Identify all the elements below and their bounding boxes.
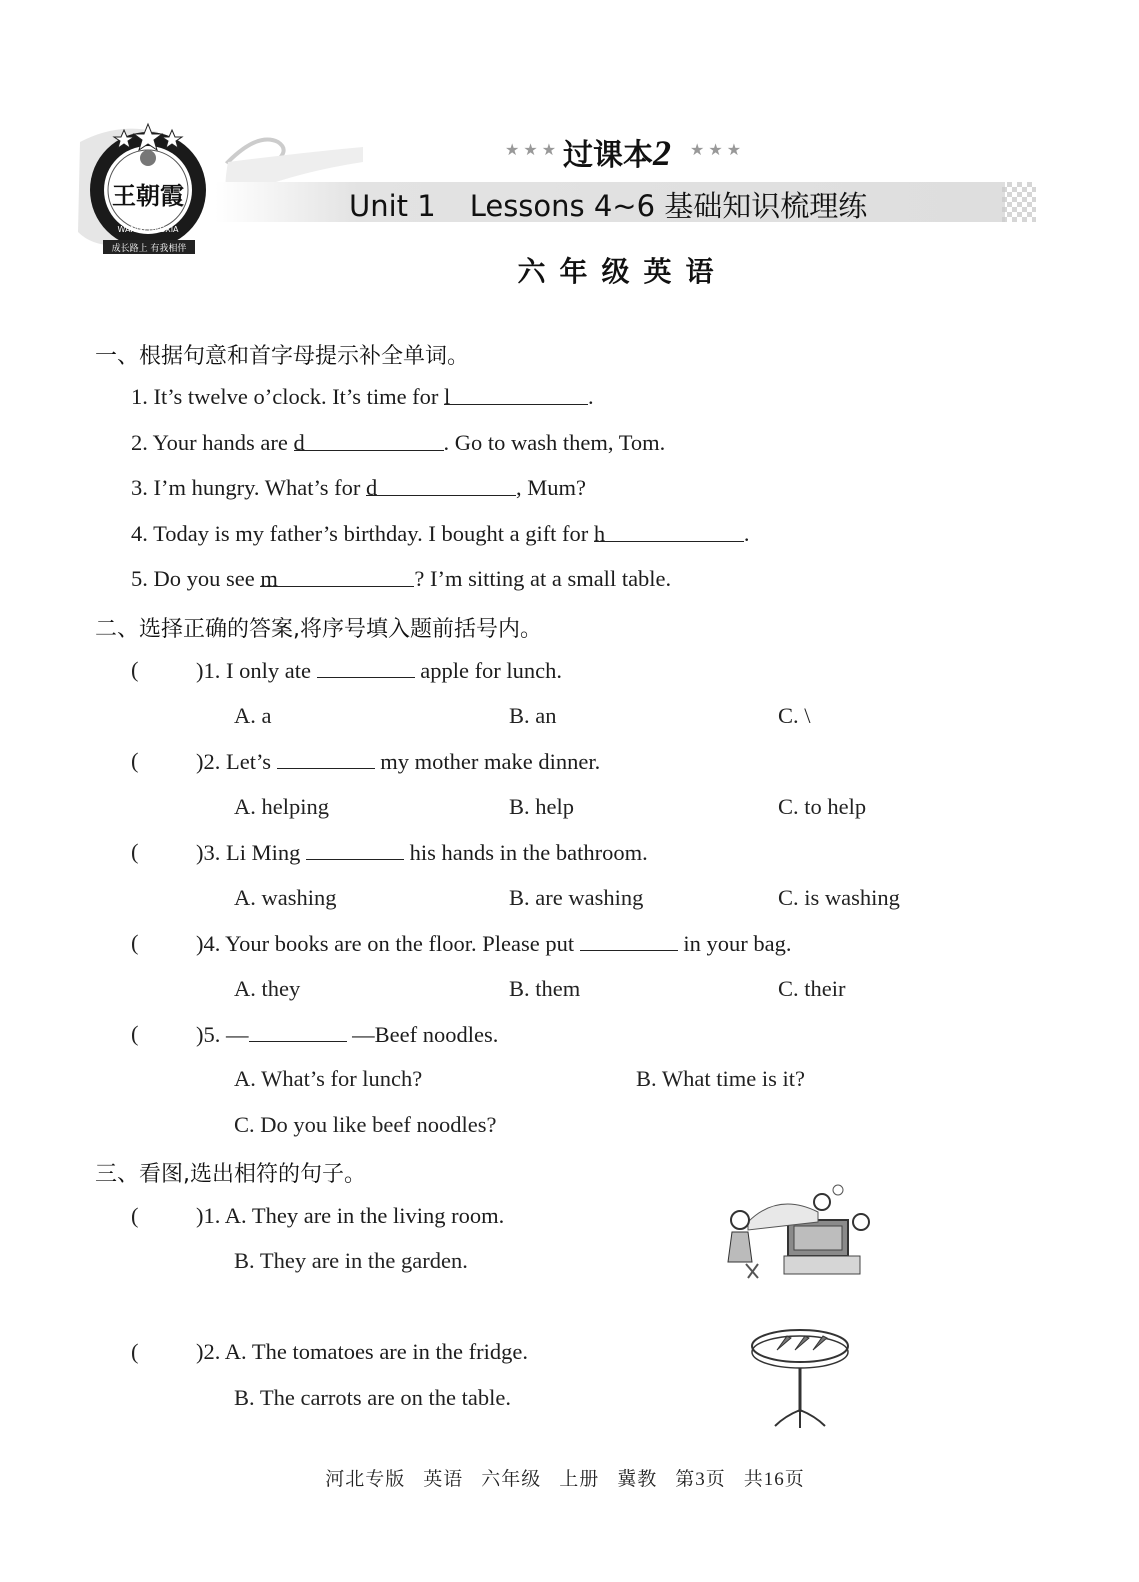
answer-blank[interactable]: l xyxy=(444,384,588,405)
banner-pattern xyxy=(1002,182,1036,222)
s1-item-4: 4. Today is my father’s birthday. I bought a gift for h . xyxy=(131,521,750,546)
answer-paren-open[interactable]: ( xyxy=(131,1021,139,1046)
s3-q2-option-b: B. The carrots are on the table. xyxy=(234,1385,511,1410)
series-title xyxy=(563,130,671,174)
s2-question-2: )2. Let’s my mother make dinner. xyxy=(196,749,601,774)
section1-title: 一、根据句意和首字母提示补全单词。 xyxy=(95,344,470,369)
page-footer: 河北专版 英语 六年级 上册 冀教 第3页 共16页 xyxy=(325,1469,805,1490)
s1-item-1: 1. It’s twelve o’clock. It’s time for l . xyxy=(131,384,594,409)
unit-label: Unit 1 xyxy=(349,189,436,223)
s2-question-1: )1. I only ate apple for lunch. xyxy=(196,658,563,683)
question-blank xyxy=(580,930,678,951)
answer-blank[interactable]: h xyxy=(594,521,744,542)
logo-ring-text: WANGZHAOXIA xyxy=(117,225,179,234)
series-name: 过课本 xyxy=(563,138,653,173)
answer-paren-open[interactable]: ( xyxy=(131,1203,139,1228)
s2-q5-option-a: A. What’s for lunch? xyxy=(234,1066,423,1091)
s2-q4-option-a: A. they xyxy=(234,976,301,1001)
unit-title xyxy=(349,184,867,225)
s3-q1-option-b: B. They are in the garden. xyxy=(234,1248,468,1273)
answer-paren-open[interactable]: ( xyxy=(131,839,139,864)
logo-subtitle: 成长路上 有我相伴 xyxy=(111,244,187,254)
answer-paren-open[interactable]: ( xyxy=(131,1339,139,1364)
question-blank xyxy=(306,839,404,860)
table-with-carrots-picture xyxy=(745,1322,855,1432)
s1-item-3: 3. I’m hungry. What’s for d , Mum? xyxy=(131,475,586,500)
s1-item-2: 2. Your hands are d . Go to wash them, Tom. xyxy=(131,430,666,455)
s2-question-3: )3. Li Ming his hands in the bathroom. xyxy=(196,840,648,865)
s3-question-1: )1. A. They are in the living room. xyxy=(196,1203,505,1228)
s2-q1-option-c: C. \ xyxy=(778,703,811,728)
answer-blank[interactable]: m xyxy=(260,566,414,587)
question-blank xyxy=(317,657,415,678)
s2-question-4: )4. Your books are on the floor. Please put in your bag. xyxy=(196,931,792,956)
s2-q1-option-a: A. a xyxy=(234,703,272,728)
s2-q5-option-c: C. Do you like beef noodles? xyxy=(234,1112,497,1137)
s2-q3-option-b: B. are washing xyxy=(509,885,644,910)
answer-paren-open[interactable]: ( xyxy=(131,748,139,773)
s2-question-5: )5. — —Beef noodles. xyxy=(196,1022,499,1047)
logo-name: 王朝霞 xyxy=(112,181,184,210)
s2-q4-option-b: B. them xyxy=(509,976,581,1001)
grade-title: 六年级英语 xyxy=(517,255,728,288)
s2-q2-option-b: B. help xyxy=(509,794,574,819)
answer-blank[interactable]: d xyxy=(294,430,444,451)
s1-item-5: 5. Do you see m ? I’m sitting at a small table. xyxy=(131,566,672,591)
section2-title: 二、选择正确的答案,将序号填入题前括号内。 xyxy=(95,617,542,642)
s2-q5-option-b: B. What time is it? xyxy=(636,1066,805,1091)
living-room-picture xyxy=(718,1182,878,1282)
s2-q3-option-a: A. washing xyxy=(234,885,337,910)
s2-q2-option-a: A. helping xyxy=(234,794,329,819)
question-blank xyxy=(277,748,375,769)
stars-left: ★★★ xyxy=(505,142,561,159)
lessons-label: Lessons 4~6 基础知识梳理练 xyxy=(469,189,868,223)
stars-right: ★★★ xyxy=(690,142,746,159)
answer-paren-open[interactable]: ( xyxy=(131,657,139,682)
s3-question-2: )2. A. The tomatoes are in the fridge. xyxy=(196,1339,528,1364)
section3-title: 三、看图,选出相符的句子。 xyxy=(95,1162,366,1187)
series-number: 2 xyxy=(653,133,671,173)
s2-q4-option-c: C. their xyxy=(778,976,846,1001)
s2-q1-option-b: B. an xyxy=(509,703,557,728)
s2-q2-option-c: C. to help xyxy=(778,794,867,819)
question-blank xyxy=(249,1021,347,1042)
answer-paren-open[interactable]: ( xyxy=(131,930,139,955)
s2-q3-option-c: C. is washing xyxy=(778,885,900,910)
answer-blank[interactable]: d xyxy=(366,475,516,496)
